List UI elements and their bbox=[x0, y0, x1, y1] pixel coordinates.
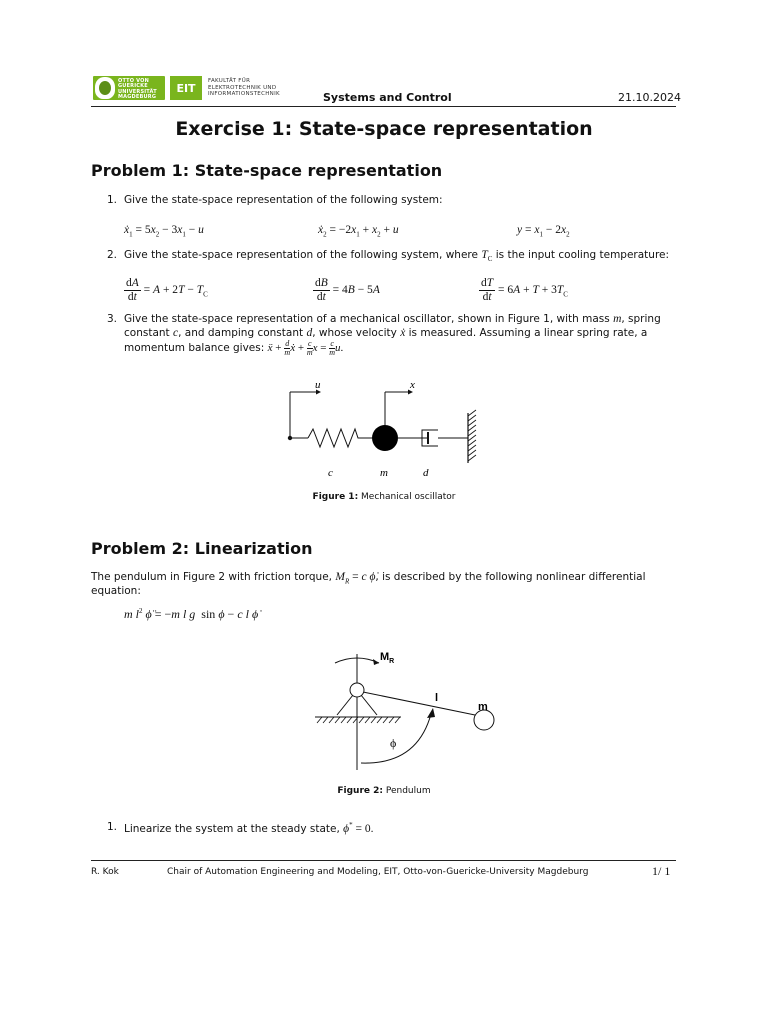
figure1-caption: Figure 1: Mechanical oscillator bbox=[312, 492, 456, 502]
p2-intro-line1: The pendulum in Figure 2 with friction torque, $M_R = c$ ϕ̇, is described by the following nonlinear differential bbox=[91, 571, 646, 586]
footer-author: R. Kok bbox=[91, 867, 119, 877]
equation-dA: $\frac{dA}{dt}$ = $A + 2T - T_C$ bbox=[126, 277, 208, 303]
fig2-ground-hatching bbox=[317, 717, 400, 723]
fig1-mass bbox=[372, 425, 398, 451]
p1-item3-line2: constant c, and damping constant d, whose velocity ẋ is measured. Assuming a linear spring rate, a bbox=[124, 327, 648, 339]
page-title: Exercise 1: State-space representation bbox=[175, 118, 593, 140]
guericke-portrait-icon bbox=[95, 77, 115, 99]
footer-rule bbox=[91, 860, 676, 861]
pendulum-equation: m $l^2$ ϕ̈ = −m l g sin ϕ − c l ϕ̇ bbox=[124, 607, 259, 621]
header-rule bbox=[91, 106, 676, 107]
fig2-rod bbox=[363, 692, 475, 715]
p1-item1-text: Give the state-space representation of the following system: bbox=[124, 194, 443, 206]
eit-logo: EIT bbox=[170, 76, 202, 100]
equation-dB: $\frac{dB}{dt}$ = 4B − 5A bbox=[315, 277, 380, 303]
fig1-label-u: u bbox=[315, 379, 321, 391]
p1-item1-number: 1. bbox=[107, 194, 118, 206]
problem1-heading: Problem 1: State-space representation bbox=[91, 161, 443, 180]
fig2-pivot bbox=[350, 683, 364, 697]
course-name: Systems and Control bbox=[323, 91, 452, 104]
equation-dT: $\frac{dT}{dt}$ = $6A + T + 3T_C$ bbox=[481, 277, 568, 303]
footer-page-number: 1/ 1 bbox=[652, 864, 671, 878]
fig2-label-m: m bbox=[478, 701, 488, 713]
figure1-mechanical-oscillator bbox=[270, 370, 490, 485]
momentum-balance-equation: ẍ + $\frac{d}{m}$ ẋ + $\frac{c}{m}$ x = $\frac{c}{m}$ u. bbox=[267, 339, 344, 357]
p2-item1-text: Linearize the system at the steady state, ϕ* = 0. bbox=[124, 821, 374, 835]
fig1-wall-hatching bbox=[468, 410, 476, 461]
problem2-heading: Problem 2: Linearization bbox=[91, 539, 313, 558]
p1-item3-line1: Give the state-space representation of a mechanical oscillator, shown in Figure 1, with mass m, spring bbox=[124, 313, 661, 325]
header-date: 21.10.2024 bbox=[618, 91, 681, 104]
equation-output-y: $y = x_1 - 2x_2$ bbox=[517, 224, 570, 239]
equation-x1dot: ẋ$_1$ = $5x_2 - 3x_1 - u$ bbox=[124, 224, 204, 239]
fig2-label-phi: ϕ bbox=[390, 736, 397, 750]
p1-item2-text: Give the state-space representation of the following system, where $T_C$ is the input cooling temperature: bbox=[124, 249, 670, 264]
faculty-name: FAKULTÄT FÜR ELEKTROTECHNIK UND INFORMATIONSTECHNIK bbox=[208, 78, 280, 98]
p1-item3-line3: momentum balance gives: ẍ + $\frac{d}{m}$ ẋ + $\frac{c}{m}$ x = $\frac{c}{m}$ u. bbox=[124, 339, 344, 357]
university-logo-text: OTTO VON GUERICKE UNIVERSITÄT MAGDEBURG bbox=[118, 78, 157, 101]
p2-intro-line2: equation: bbox=[91, 585, 141, 597]
fig2-label-l: l bbox=[435, 692, 439, 704]
fig1-label-d: d bbox=[423, 467, 429, 479]
fig1-label-c: c bbox=[328, 467, 333, 479]
fig1-label-m: m bbox=[380, 467, 388, 479]
figure2-caption: Figure 2: Pendulum bbox=[337, 786, 431, 796]
university-logo bbox=[93, 76, 165, 100]
fig1-label-x: x bbox=[410, 379, 415, 391]
fig2-label-mr: $M_R$ bbox=[380, 651, 395, 665]
equation-x2dot: ẋ$_2$ = $-2x_1 + x_2 + u$ bbox=[318, 224, 399, 239]
header-logos bbox=[93, 76, 280, 100]
figure2-pendulum bbox=[305, 640, 505, 780]
p1-item2-number: 2. bbox=[107, 249, 118, 261]
p2-item1-number: 1. bbox=[107, 821, 118, 833]
fig1-spring bbox=[308, 429, 372, 447]
p1-item3-number: 3. bbox=[107, 313, 118, 325]
footer-chair: Chair of Automation Engineering and Modeling, EIT, Otto-von-Guericke-University Magdeburg bbox=[167, 867, 589, 877]
fig2-bob bbox=[474, 710, 494, 730]
